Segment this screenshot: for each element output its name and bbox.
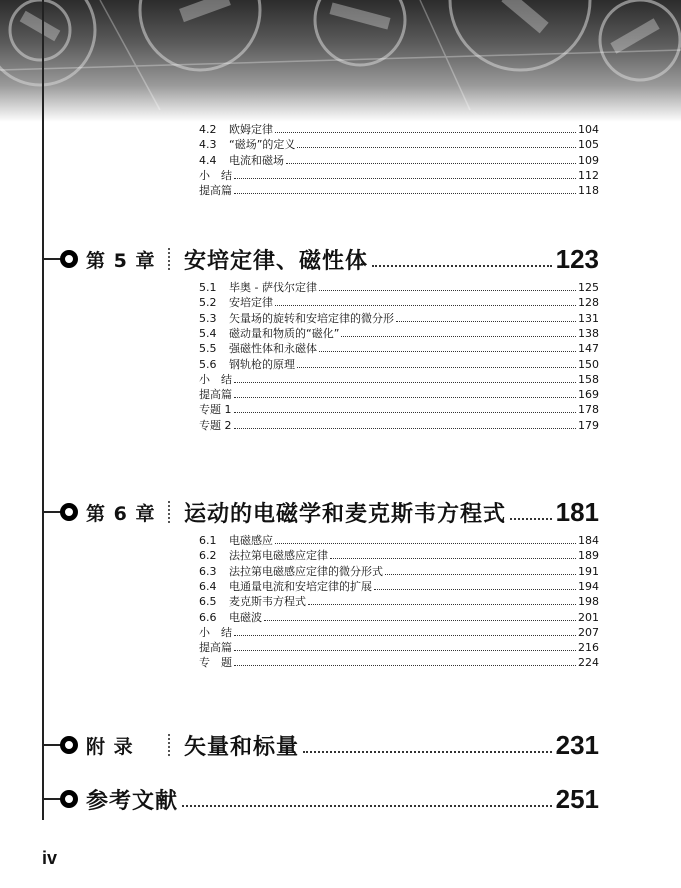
entry-page-number: 201	[578, 610, 599, 624]
chapter-separator	[168, 248, 170, 270]
leader-dots	[396, 320, 576, 322]
entry-title: “磁场”的定义	[229, 138, 296, 152]
entry-page-number: 216	[578, 641, 599, 655]
entry-title: 提高篇	[199, 388, 232, 402]
leader-dots	[303, 750, 552, 753]
toc-entry[interactable]	[199, 418, 599, 433]
toc-entry[interactable]	[199, 153, 599, 168]
toc-entry[interactable]	[199, 594, 599, 609]
leader-dots	[330, 557, 576, 559]
leader-dots	[234, 649, 576, 651]
header-banner	[0, 0, 681, 122]
leader-dots	[297, 146, 576, 148]
entry-page-number: 189	[578, 549, 599, 563]
toc-entry[interactable]	[199, 402, 599, 417]
entry-page-number: 105	[578, 138, 599, 152]
entry-title: 钢轨枪的原理	[229, 357, 295, 371]
entry-number: 5.4	[199, 326, 217, 340]
toc-entry[interactable]	[199, 372, 599, 387]
leader-dots	[234, 664, 576, 666]
toc-entry[interactable]	[199, 610, 599, 625]
leader-dots	[319, 289, 576, 291]
leader-dots	[182, 804, 552, 807]
chapter-page-number: 231	[555, 729, 599, 760]
entry-number: 5.3	[199, 311, 217, 325]
chapter-bullet-icon	[60, 790, 78, 808]
entry-title: 安培定律	[229, 296, 273, 310]
leader-dots	[275, 304, 576, 306]
chapter-label: 第 5 章	[86, 249, 156, 272]
toc-entry[interactable]	[199, 387, 599, 402]
entry-number: 5.5	[199, 342, 217, 356]
toc-entry[interactable]	[199, 137, 599, 152]
entry-page-number: 147	[578, 342, 599, 356]
entry-number: 6.4	[199, 579, 217, 593]
entry-page-number: 150	[578, 357, 599, 371]
entry-number: 5.1	[199, 281, 217, 294]
chapter-separator	[168, 501, 170, 523]
entry-number: 6.6	[199, 610, 217, 624]
entry-title: 提高篇	[199, 184, 232, 198]
chapter-title: 运动的电磁学和麦克斯韦方程式	[184, 501, 507, 527]
entry-title: 电磁波	[229, 610, 262, 624]
chapter-bullet-icon	[60, 736, 78, 754]
spine-line	[42, 0, 44, 820]
entry-title: 专 题	[199, 656, 232, 670]
toc-entry[interactable]	[199, 183, 599, 198]
entry-number: 5.6	[199, 357, 217, 371]
entry-number: 4.2	[199, 123, 217, 136]
entry-page-number: 198	[578, 595, 599, 609]
entry-title: 小 结	[199, 168, 232, 182]
toc-entry[interactable]	[199, 655, 599, 670]
chapter-page-number: 181	[555, 496, 599, 527]
chapter-connector	[42, 258, 62, 260]
chapter-title: 参考文献	[86, 788, 179, 814]
toc-entry[interactable]	[199, 122, 599, 137]
toc-entry[interactable]	[199, 295, 599, 310]
chapter-label: 附 录	[86, 735, 134, 758]
entry-page-number: 128	[578, 296, 599, 310]
leader-dots	[297, 366, 576, 368]
toc-entry[interactable]	[199, 341, 599, 356]
entry-number: 6.5	[199, 595, 217, 609]
entry-page-number: 178	[578, 403, 599, 417]
entry-page-number: 179	[578, 418, 599, 432]
chapter-title: 矢量和标量	[184, 734, 300, 760]
entry-page-number: 125	[578, 281, 599, 294]
entry-title: 矢量场的旋转和安培定律的微分形	[229, 311, 394, 325]
leader-dots	[341, 335, 576, 337]
leader-dots	[234, 427, 577, 429]
leader-dots	[234, 381, 576, 383]
entry-page-number: 112	[578, 168, 599, 182]
entry-title: 法拉第电磁感应定律	[229, 549, 328, 563]
leader-dots	[234, 634, 576, 636]
toc-entry[interactable]	[199, 357, 599, 372]
entry-page-number: 191	[578, 564, 599, 578]
toc-entry[interactable]	[199, 168, 599, 183]
leader-dots	[319, 350, 576, 352]
toc-entry[interactable]	[199, 548, 599, 563]
leader-dots	[234, 192, 576, 194]
entry-number: 6.3	[199, 564, 217, 578]
entry-page-number: 194	[578, 579, 599, 593]
leader-dots	[510, 517, 552, 520]
entry-page-number: 224	[578, 656, 599, 670]
entry-page-number: 207	[578, 625, 599, 639]
toc-entry[interactable]	[199, 533, 599, 548]
leader-dots	[234, 396, 576, 398]
chapter-heading[interactable]	[42, 241, 599, 277]
leader-dots	[385, 573, 576, 575]
entry-title: 专题 1	[199, 403, 232, 417]
entry-title: 电流和磁场	[229, 153, 284, 167]
toc-entry[interactable]	[199, 640, 599, 655]
entry-title: 小 结	[199, 372, 232, 386]
chapter-connector	[42, 798, 62, 800]
entry-page-number: 158	[578, 372, 599, 386]
chapter-heading[interactable]	[42, 727, 599, 763]
leader-dots	[234, 177, 576, 179]
entry-title: 提高篇	[199, 641, 232, 655]
entry-page-number: 184	[578, 534, 599, 547]
chapter-heading[interactable]	[42, 494, 599, 530]
entry-number: 4.3	[199, 138, 217, 152]
leader-dots	[308, 603, 576, 605]
toc-entry[interactable]	[199, 311, 599, 326]
entry-page-number: 118	[578, 184, 599, 198]
entry-number: 6.2	[199, 549, 217, 563]
chapter-connector	[42, 744, 62, 746]
entry-page-number: 104	[578, 123, 599, 136]
toc-entry[interactable]	[199, 326, 599, 341]
entry-number: 6.1	[199, 534, 217, 547]
entry-title: 电通量电流和安培定律的扩展	[229, 579, 372, 593]
entry-title: 欧姆定律	[229, 123, 273, 136]
chapter-heading[interactable]	[42, 781, 599, 817]
entry-title: 小 结	[199, 625, 232, 639]
entry-page-number: 169	[578, 388, 599, 402]
toc-entry[interactable]	[199, 280, 599, 295]
entry-title: 强磁性体和永磁体	[229, 342, 317, 356]
chapter-connector	[42, 511, 62, 513]
chapter-page-number: 123	[555, 243, 599, 274]
chapter-separator	[168, 734, 170, 756]
toc-entry[interactable]	[199, 564, 599, 579]
leader-dots	[275, 131, 576, 133]
leader-dots	[264, 619, 576, 621]
entry-page-number: 131	[578, 311, 599, 325]
leader-dots	[372, 264, 552, 267]
chapter-bullet-icon	[60, 503, 78, 521]
chapter-label: 第 6 章	[86, 502, 156, 525]
entry-title: 电磁感应	[229, 534, 273, 547]
leader-dots	[234, 411, 577, 413]
toc-entry[interactable]	[199, 579, 599, 594]
entry-number: 5.2	[199, 296, 217, 310]
leader-dots	[275, 542, 576, 544]
entry-title: 磁动量和物质的“磁化”	[229, 326, 340, 340]
gear-pattern-icon	[0, 0, 681, 122]
toc-entry[interactable]	[199, 625, 599, 640]
entry-number: 4.4	[199, 153, 217, 167]
entry-page-number: 109	[578, 153, 599, 167]
chapter-page-number: 251	[555, 783, 599, 814]
chapter-bullet-icon	[60, 250, 78, 268]
entry-title: 法拉第电磁感应定律的微分形式	[229, 564, 383, 578]
entry-page-number: 138	[578, 326, 599, 340]
page-number: iv	[42, 848, 58, 868]
entry-title: 麦克斯韦方程式	[229, 595, 306, 609]
entry-title: 专题 2	[199, 418, 232, 432]
entry-title: 毕奥 - 萨伐尔定律	[229, 281, 317, 294]
leader-dots	[374, 588, 576, 590]
leader-dots	[286, 162, 576, 164]
chapter-title: 安培定律、磁性体	[184, 248, 369, 274]
